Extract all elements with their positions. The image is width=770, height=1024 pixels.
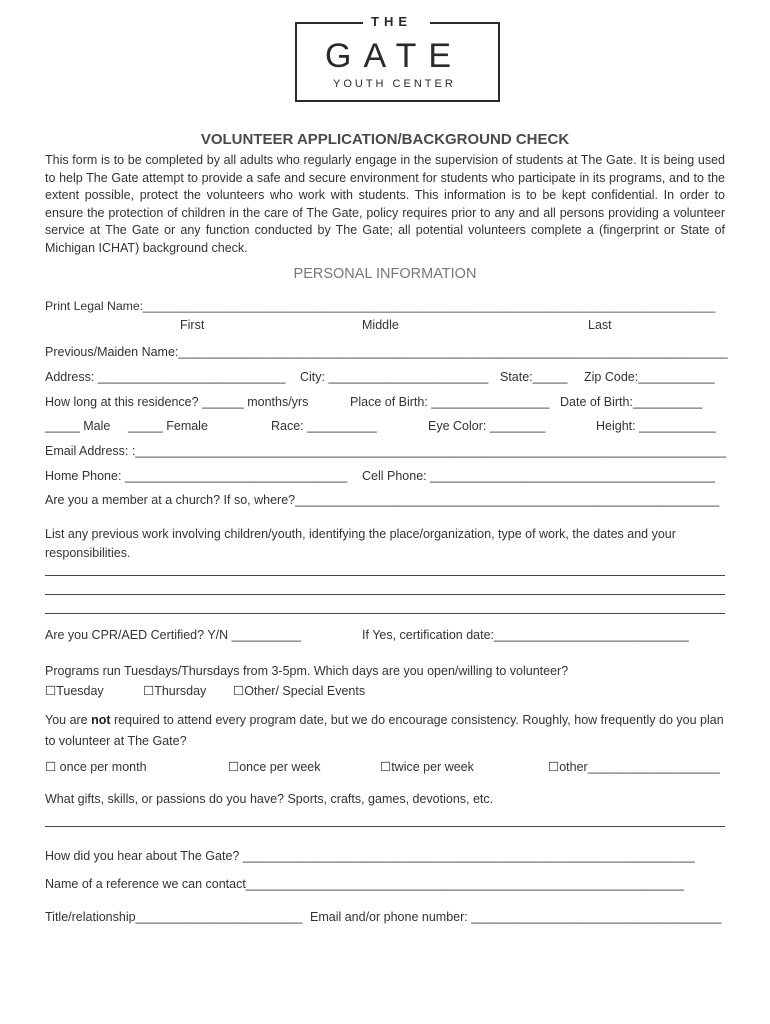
previous-work-prompt: List any previous work involving children/youth, identifying the place/organization, type of work, the dates and your responsibilities. (45, 527, 676, 560)
gifts-answer-line[interactable] (45, 826, 725, 827)
tuesday-checkbox[interactable]: ☐Tuesday (45, 684, 104, 698)
section-heading: PERSONAL INFORMATION (293, 266, 477, 282)
attendance-pre: You are (45, 713, 92, 727)
once-week-checkbox[interactable]: ☐once per week (228, 760, 321, 774)
previous-work-line-2[interactable] (45, 594, 725, 595)
other-events-checkbox[interactable]: ☐Other/ Special Events (233, 684, 366, 698)
birth-place-field[interactable]: Place of Birth: _________________ (350, 395, 550, 409)
cpr-field[interactable]: Are you CPR/AED Certified? Y/N __________ (45, 628, 302, 642)
title-relationship-field[interactable]: Title/relationship________________________ (45, 910, 303, 924)
legal-name-field[interactable]: Print Legal Name:____________________________________________________________________________________ (45, 299, 716, 313)
residence-duration-field[interactable]: How long at this residence? ______ months/yrs (45, 395, 309, 409)
eye-color-field[interactable]: Eye Color: ________ (428, 419, 546, 433)
page-title: VOLUNTEER APPLICATION/BACKGROUND CHECK (200, 131, 570, 148)
attendance-post: required to attend every program date, but we do encourage consistency. Roughly, how frequently do you plan to volunteer at The Gate? (45, 713, 724, 748)
state-field[interactable]: State:_____ (500, 370, 568, 384)
programs-prompt: Programs run Tuesdays/Thursdays from 3-5pm. Which days are you open/willing to volunteer? (45, 664, 569, 678)
certification-date-field[interactable]: If Yes, certification date:____________________________ (362, 628, 689, 642)
hear-about-field[interactable]: How did you hear about The Gate? _________________________________________________________________ (45, 849, 695, 863)
female-field[interactable]: _____ Female (128, 419, 208, 433)
home-phone-field[interactable]: Home Phone: ________________________________ (45, 469, 348, 483)
maiden-name-field[interactable]: Previous/Maiden Name:_______________________________________________________________________________ (45, 345, 728, 359)
reference-field[interactable]: Name of a reference we can contact_______________________________________________________________ (45, 877, 684, 891)
previous-work-line-3[interactable] (45, 613, 725, 614)
logo-frame-top-left (295, 22, 363, 24)
gifts-prompt: What gifts, skills, or passions do you have? Sports, crafts, games, devotions, etc. (45, 792, 494, 806)
zip-field[interactable]: Zip Code:___________ (584, 370, 715, 384)
once-month-checkbox[interactable]: ☐ once per month (45, 760, 147, 774)
race-field[interactable]: Race: __________ (271, 419, 377, 433)
logo-the: THE (371, 14, 412, 29)
name-first-label: First (180, 318, 205, 332)
logo-youth-center: YOUTH CENTER (333, 78, 456, 90)
attendance-prompt (45, 710, 725, 752)
male-field[interactable]: _____ Male (45, 419, 111, 433)
address-field[interactable]: Address: ___________________________ (45, 370, 286, 384)
other-frequency-checkbox[interactable]: ☐other___________________ (548, 760, 720, 774)
name-middle-label: Middle (362, 318, 399, 332)
attendance-not: not (91, 713, 111, 727)
name-last-label: Last (588, 318, 612, 332)
twice-week-checkbox[interactable]: ☐twice per week (380, 760, 474, 774)
city-field[interactable]: City: _______________________ (300, 370, 489, 384)
logo-gate: GATE (325, 37, 464, 75)
birth-date-field[interactable]: Date of Birth:__________ (560, 395, 703, 409)
intro-paragraph: This form is to be completed by all adults who regularly engage in the supervision of students at The Gate. It is being used to help The Gate attempt to provide a safe and secure environment for students who participate in its programs, and to the extent possible, protect the volunteers who work with students. This information is to be kept confidential. In order to ensure the protection of children in the care of The Gate, policy requires prior to any and all persons providing a volunteer service at The Gate or any function conducted by The Gate; all potential volunteers complete a (fingerprint or State of Michigan ICHAT) background check. (45, 153, 725, 255)
email-field[interactable]: Email Address: :_____________________________________________________________________________________ (45, 444, 727, 458)
church-field[interactable]: Are you a member at a church? If so, where?_____________________________________________________________ (45, 493, 720, 507)
previous-work-line-1[interactable] (45, 575, 725, 576)
cell-phone-field[interactable]: Cell Phone: _________________________________________ (362, 469, 716, 483)
email-phone-field[interactable]: Email and/or phone number: ____________________________________ (310, 910, 722, 924)
thursday-checkbox[interactable]: ☐Thursday (143, 684, 207, 698)
height-field[interactable]: Height: ___________ (596, 419, 716, 433)
logo-frame-top-right (430, 22, 498, 24)
